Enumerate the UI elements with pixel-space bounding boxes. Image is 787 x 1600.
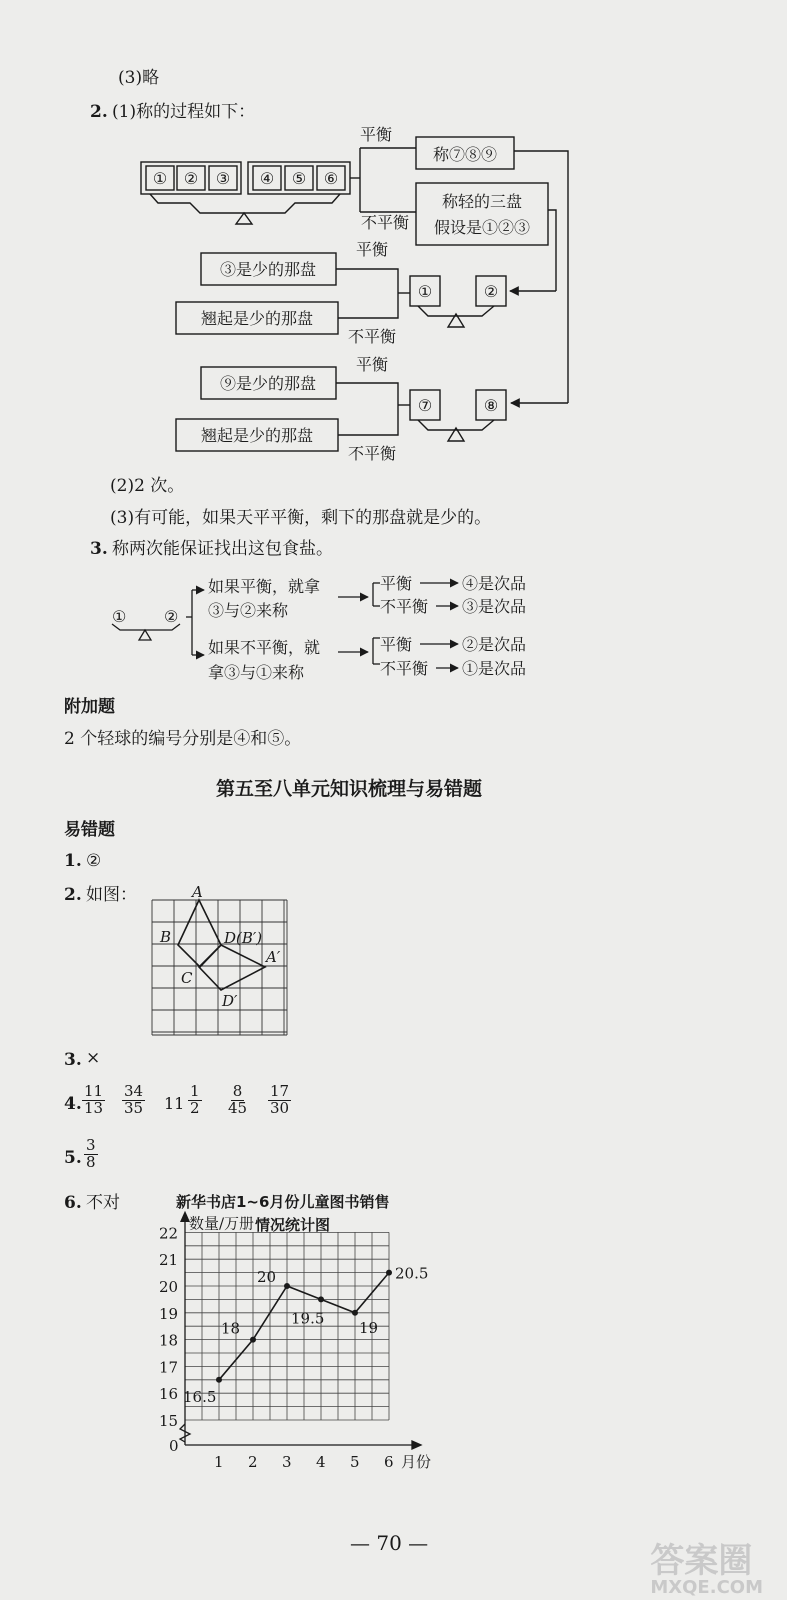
label-C: C	[181, 969, 193, 987]
x-tick-label: 1	[214, 1453, 224, 1471]
watermark	[650, 1541, 763, 1599]
if-unbalanced-l1: 如果不平衡，就	[208, 638, 321, 657]
result-up-text-2: 翘起是少的那盘	[200, 426, 314, 445]
y-axis-arrow-icon	[181, 1212, 189, 1221]
label-A-prime: A′	[266, 948, 281, 966]
data-point	[284, 1283, 290, 1289]
e6-number: 6.	[64, 1193, 82, 1213]
out4-cond: 不平衡	[380, 659, 429, 678]
data-point	[318, 1296, 324, 1302]
data-label: 16.5	[183, 1387, 217, 1406]
e5-number: 5.	[64, 1148, 82, 1168]
x-axis-arrow-icon	[412, 1441, 421, 1449]
e4-mixed-whole: 11	[164, 1094, 185, 1113]
q2-part-3: (3)有可能，如果天平平衡，剩下的那盘就是少的。	[110, 508, 492, 528]
coin-4: ④	[259, 169, 275, 188]
scale-coin-1: ①	[417, 282, 433, 301]
result-3-text: ③是少的那盘	[219, 260, 317, 279]
label-D: D(B′)	[224, 929, 263, 947]
y-tick-label: 16	[159, 1385, 179, 1404]
y-tick-label: 17	[159, 1358, 179, 1377]
quad-image	[199, 945, 265, 990]
e4-number: 4.	[64, 1094, 82, 1114]
data-label: 19	[359, 1318, 379, 1337]
x-tick-label: 5	[350, 1453, 360, 1471]
coin-5: ⑤	[291, 169, 307, 188]
y-tick-label: 22	[159, 1224, 179, 1243]
watermark-sub: MXQE.COM	[650, 1577, 763, 1599]
out2-result: ③是次品	[462, 597, 527, 616]
q2-number: 2.	[90, 102, 108, 122]
e5-fraction: $\frac{3}{8}$	[86, 1136, 96, 1171]
data-point	[386, 1270, 392, 1276]
chart-title-line-1: 新华书店1~6月份儿童图书销售	[176, 1193, 390, 1211]
data-label: 18	[221, 1319, 241, 1338]
if-balanced-l1: 如果平衡，就拿	[208, 577, 321, 596]
x-tick-label: 3	[282, 1453, 292, 1471]
q3-heading: 称两次能保证找出这包食盐。	[112, 539, 333, 559]
coin-6: ⑥	[323, 169, 339, 188]
q2-heading: (1)称的过程如下：	[112, 102, 256, 122]
chart-title-line-2: 情况统计图	[255, 1216, 331, 1234]
result-9-text: ⑨是少的那盘	[219, 374, 317, 393]
x-tick-label: 4	[316, 1453, 326, 1471]
e4-fraction-5: $\frac{17}{30}$	[270, 1082, 290, 1117]
extra-answer: 2 个轻球的编号分别是④和⑤。	[64, 729, 302, 749]
coin-3: ③	[215, 169, 231, 188]
out1-cond: 平衡	[380, 574, 413, 593]
y-tick-label: 20	[159, 1278, 179, 1296]
e2-answer: 如图：	[86, 885, 137, 905]
e4-fraction-3: $\frac{1}{2}$	[190, 1082, 200, 1117]
e4-fraction-4: $\frac{8}{45}$	[228, 1082, 248, 1117]
e6-answer: 不对	[86, 1193, 120, 1213]
x-tick-label: 2	[248, 1453, 258, 1471]
e1-number: 1.	[64, 851, 82, 871]
quad-abcd	[178, 900, 221, 967]
scale-coin-8: ⑧	[483, 396, 499, 415]
x-tick-label: 6	[384, 1453, 394, 1471]
x-axis-label: 月份	[401, 1453, 432, 1471]
balanced-label-1: 平衡	[359, 125, 393, 144]
assume-line-2: 假设是①②③	[433, 218, 531, 237]
label-A: A	[192, 883, 203, 901]
errors-title: 易错题	[64, 820, 115, 840]
data-point	[216, 1377, 222, 1383]
coin-2: ②	[183, 169, 199, 188]
label-D-prime: D′	[222, 992, 238, 1010]
y-tick-label: 21	[159, 1251, 179, 1270]
balanced-label-3: 平衡	[355, 355, 389, 374]
watermark-main: 答案圈	[650, 1541, 753, 1582]
out1-result: ④是次品	[462, 574, 527, 593]
page-number: — 70 —	[350, 1531, 429, 1555]
result-up-text-1: 翘起是少的那盘	[200, 309, 314, 328]
origin-label: 0	[169, 1437, 179, 1455]
q3-number: 3.	[90, 539, 108, 559]
y-tick-label: 15	[159, 1412, 179, 1430]
out4-result: ①是次品	[462, 659, 527, 678]
data-label: 19.5	[291, 1309, 325, 1328]
part-3-answer: (3)略	[118, 68, 160, 88]
e4-fraction-2: $\frac{34}{35}$	[124, 1082, 144, 1117]
section-title: 第五至八单元知识梳理与易错题	[216, 778, 483, 800]
out3-result: ②是次品	[462, 635, 527, 654]
data-label: 20.5	[395, 1264, 429, 1283]
extra-title: 附加题	[64, 697, 115, 717]
q3-flow-diagram	[0, 565, 600, 680]
e3-number: 3.	[64, 1050, 82, 1070]
q2-part-2: (2)2 次。	[110, 476, 185, 496]
y-axis-label: 数量/万册	[189, 1214, 255, 1233]
out2-cond: 不平衡	[380, 597, 429, 616]
q3-coin-2: ②	[164, 607, 179, 626]
label-B: B	[160, 928, 172, 946]
weighing-flow-diagram	[0, 125, 620, 470]
grid-figure	[130, 878, 305, 1048]
unbalanced-label-2: 不平衡	[347, 327, 397, 346]
unbalanced-label-1: 不平衡	[360, 213, 410, 232]
data-label: 20	[257, 1268, 277, 1286]
balanced-label-2: 平衡	[355, 240, 389, 259]
unbalanced-label-3: 不平衡	[347, 444, 397, 463]
if-unbalanced-l2: 拿③与①来称	[208, 663, 305, 682]
q3-coin-1: ①	[112, 607, 127, 626]
e3-answer: ×	[86, 1048, 101, 1068]
coin-1: ①	[152, 169, 168, 188]
out3-cond: 平衡	[380, 635, 413, 654]
data-point	[250, 1337, 256, 1343]
e1-answer: ②	[86, 851, 102, 871]
scale-coin-7: ⑦	[417, 396, 433, 415]
y-tick-label: 19	[159, 1304, 179, 1323]
scale-coin-2: ②	[483, 282, 499, 301]
data-point	[352, 1310, 358, 1316]
e2-number: 2.	[64, 885, 82, 905]
scale-fulcrum-icon	[236, 213, 252, 224]
assume-line-1: 称轻的三盘	[441, 192, 523, 211]
weigh-789-text: 称⑦⑧⑨	[432, 145, 498, 164]
y-tick-label: 18	[159, 1331, 179, 1350]
if-balanced-l2: ③与②来称	[208, 601, 289, 620]
e4-fraction-1: $\frac{11}{13}$	[84, 1082, 104, 1117]
